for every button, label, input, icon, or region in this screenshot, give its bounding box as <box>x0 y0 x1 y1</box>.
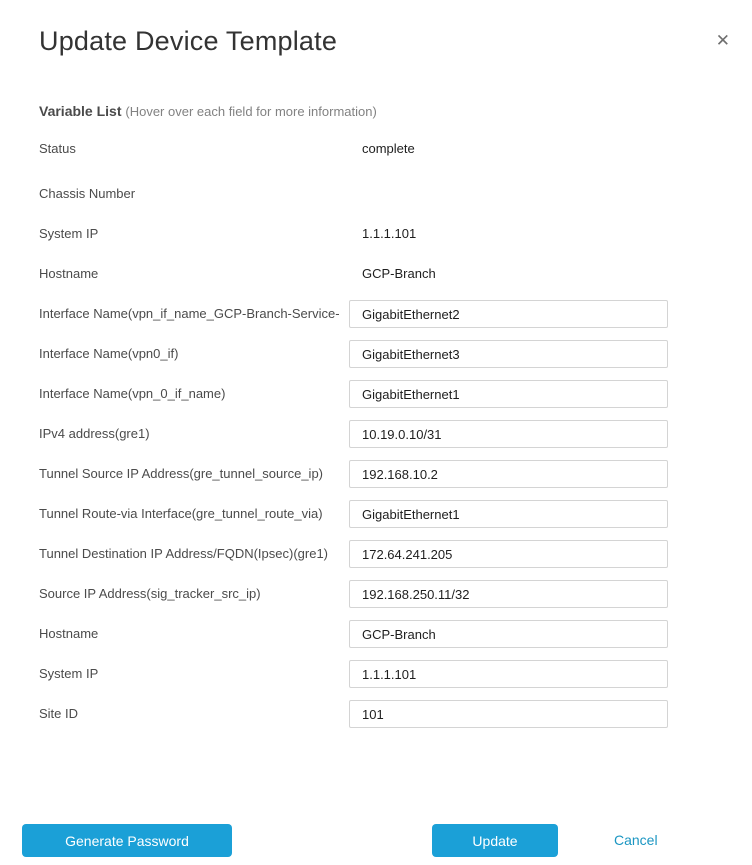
variable-list-heading <box>39 102 713 121</box>
field-value-col <box>349 540 668 568</box>
field-input[interactable] <box>349 380 668 408</box>
field-input[interactable] <box>349 300 668 328</box>
field-value-col <box>349 265 668 283</box>
field-label: System IP <box>39 226 99 241</box>
update-button[interactable]: Update <box>432 824 558 857</box>
field-value-col <box>349 420 668 448</box>
field-label: Source IP Address(sig_tracker_src_ip) <box>39 586 261 601</box>
field-input[interactable] <box>349 460 668 488</box>
field-label: Tunnel Route-via Interface(gre_tunnel_route_via) <box>39 506 323 521</box>
field-input[interactable] <box>349 540 668 568</box>
field-row <box>39 260 752 288</box>
field-row <box>39 500 752 528</box>
field-value-col <box>349 580 668 608</box>
cancel-button[interactable]: Cancel <box>614 832 658 848</box>
field-value-col <box>349 620 668 648</box>
field-label: Interface Name(vpn_if_name_GCP-Branch-Service- <box>39 306 340 321</box>
field-input[interactable] <box>349 620 668 648</box>
field-value-col <box>349 225 668 243</box>
dialog-footer <box>0 824 752 858</box>
field-label: Tunnel Source IP Address(gre_tunnel_source_ip) <box>39 466 324 481</box>
field-input[interactable] <box>349 340 668 368</box>
field-row <box>39 300 752 328</box>
field-row <box>39 700 752 728</box>
field-input[interactable] <box>349 500 668 528</box>
field-input[interactable] <box>349 660 668 688</box>
field-label: Site ID <box>39 706 79 721</box>
page-title: Update Device Template <box>39 26 338 56</box>
update-device-template-dialog <box>0 24 752 865</box>
field-value-col <box>349 500 668 528</box>
variable-list-label: Variable List <box>39 103 122 119</box>
field-input[interactable] <box>349 700 668 728</box>
field-label: Tunnel Destination IP Address/FQDN(Ipsec)(gre1) <box>39 546 329 561</box>
field-input[interactable] <box>349 420 668 448</box>
field-value-col <box>349 660 668 688</box>
field-value-col <box>349 700 668 728</box>
field-label: Interface Name(vpn_0_if_name) <box>39 386 226 401</box>
generate-password-button[interactable]: Generate Password <box>22 824 232 857</box>
field-value: 1.1.1.101 <box>362 226 417 241</box>
field-row <box>39 620 752 648</box>
field-row <box>39 580 752 608</box>
field-value-col <box>349 380 668 408</box>
field-row <box>39 380 752 408</box>
field-value: GCP-Branch <box>362 266 436 281</box>
variable-list <box>0 135 752 728</box>
field-row <box>39 460 752 488</box>
field-row <box>39 660 752 688</box>
field-value-col <box>349 460 668 488</box>
field-label: Chassis Number <box>39 186 136 201</box>
field-value-col <box>349 185 668 203</box>
close-icon[interactable]: ✕ <box>712 28 734 54</box>
field-input[interactable] <box>349 580 668 608</box>
field-row <box>39 420 752 448</box>
field-label: Hostname <box>39 626 99 641</box>
field-label: Interface Name(vpn0_if) <box>39 346 179 361</box>
field-row <box>39 135 752 163</box>
field-value-col <box>349 300 668 328</box>
field-label: System IP <box>39 666 99 681</box>
field-value: complete <box>362 141 415 156</box>
variable-list-hint: (Hover over each field for more information) <box>125 104 377 119</box>
field-row <box>39 540 752 568</box>
field-label: Hostname <box>39 266 99 281</box>
field-value-col <box>349 340 668 368</box>
field-value-col <box>349 140 668 158</box>
field-label: Status <box>39 141 76 156</box>
field-row <box>39 220 752 248</box>
field-row <box>39 180 752 208</box>
field-label: IPv4 address(gre1) <box>39 426 150 441</box>
field-row <box>39 340 752 368</box>
